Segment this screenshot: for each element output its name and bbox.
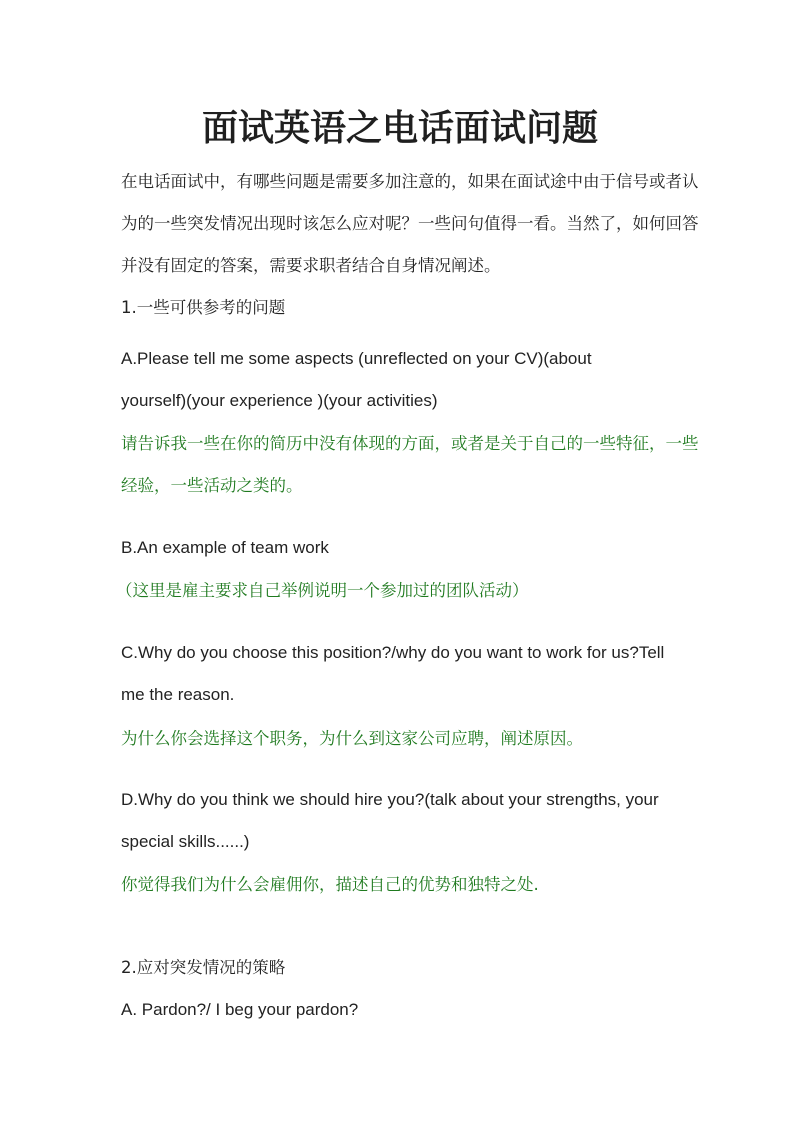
strategy-a: A. Pardon?/ I beg your pardon? bbox=[121, 1000, 359, 1019]
question-a-translation-line-1: 请告诉我一些在你的简历中没有体现的方面，或者是关于自己的一些特征，一些 bbox=[121, 434, 699, 453]
intro-line-2: 为的一些突发情况出现时该怎么应对呢？一些问句值得一看。当然了，如何回答 bbox=[121, 214, 699, 233]
question-a-line-2: yourself)(your experience )(your activities) bbox=[121, 391, 438, 410]
intro-line-1: 在电话面试中，有哪些问题是需要多加注意的，如果在面试途中由于信号或者认 bbox=[121, 172, 699, 191]
intro-line-3: 并没有固定的答案，需要求职者结合自身情况阐述。 bbox=[121, 256, 501, 275]
question-a-translation-line-2: 经验，一些活动之类的。 bbox=[121, 476, 303, 495]
section-2-heading: 2.应对突发情况的策略 bbox=[121, 958, 286, 977]
question-b-translation: （这里是雇主要求自己举例说明一个参加过的团队活动） bbox=[116, 581, 529, 600]
question-d-line-1: D.Why do you think we should hire you?(talk about your strengths, your bbox=[121, 790, 659, 809]
document-title: 面试英语之电话面试问题 bbox=[201, 108, 598, 149]
question-d-translation: 你觉得我们为什么会雇佣你，描述自己的优势和独特之处. bbox=[121, 875, 539, 894]
question-c-line-1: C.Why do you choose this position?/why do you want to work for us?Tell bbox=[121, 643, 665, 662]
question-d-line-2: special skills......) bbox=[121, 832, 250, 851]
question-a-line-1: A.Please tell me some aspects (unreflected on your CV)(about bbox=[121, 349, 592, 368]
question-c-translation: 为什么你会选择这个职务，为什么到这家公司应聘，阐述原因。 bbox=[121, 729, 583, 748]
section-1-heading: 1.一些可供参考的问题 bbox=[121, 298, 286, 317]
question-b: B.An example of team work bbox=[121, 538, 329, 557]
question-c-line-2: me the reason. bbox=[121, 685, 235, 704]
